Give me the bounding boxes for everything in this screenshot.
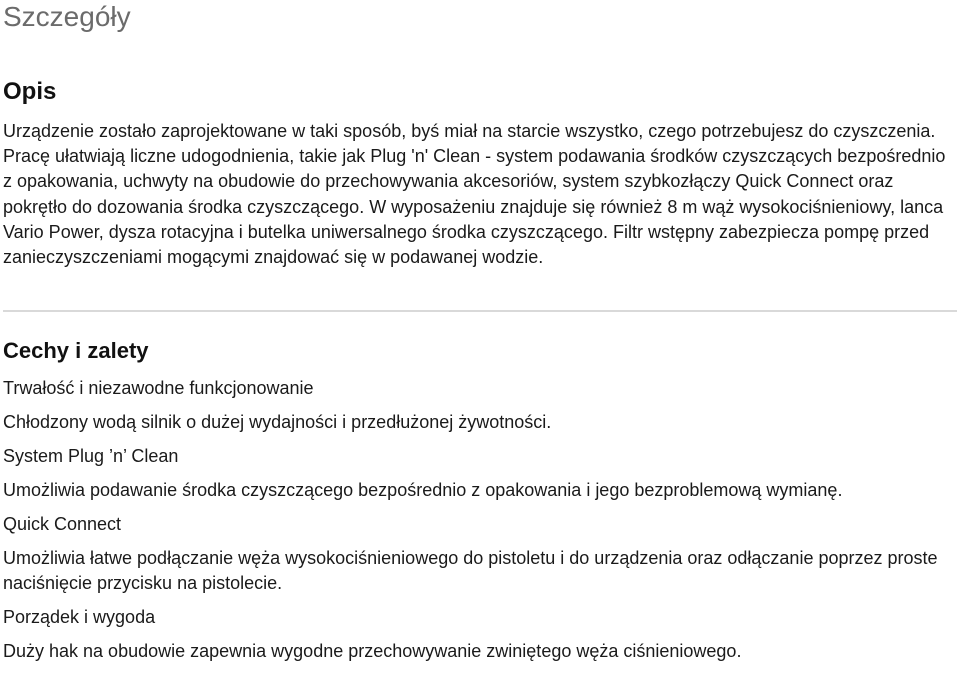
feature-description: Umożliwia podawanie środka czyszczącego bezpośrednio z opakowania i jego bezproblemową wymianę.	[3, 480, 843, 500]
section-divider	[3, 310, 957, 312]
feature-name: Trwałość i niezawodne funkcjonowanie	[3, 378, 314, 398]
feature-description: Chłodzony wodą silnik o dużej wydajności i przedłużonej żywotności.	[3, 412, 552, 432]
description-text: Urządzenie zostało zaprojektowane w taki sposób, byś miał na starcie wszystko, czego potrzebujesz do czyszczenia. Pracę ułatwiają liczne udogodnienia, takie jak Plug 'n' Clean - system podawania środków czyszczących bezpośrednio z opakowania, uchwyty na obudowie do przechowywania akcesoriów, system szybkozłączy Quick Connect oraz pokrętło do dozowania środka czyszczącego. W wyposażeniu znajduje się również 8 m wąż wysokociśnieniowy, lanca Vario Power, dysza rotacyjna i butelka uniwersalnego środka czyszczącego. Filtr wstępny zabezpiecza pompę przed zanieczyszczeniami mogącymi znajdować się w podawanej wodzie.	[3, 121, 946, 268]
feature-item	[3, 605, 955, 673]
features-heading: Cechy i zalety	[3, 338, 149, 363]
feature-item	[3, 376, 955, 444]
description-heading: Opis	[3, 78, 57, 105]
feature-name: Quick Connect	[3, 514, 122, 534]
features-list	[3, 376, 955, 673]
feature-description: Duży hak na obudowie zapewnia wygodne przechowywanie zwiniętego węża ciśnieniowego.	[3, 641, 742, 661]
feature-name: System Plug ’n’ Clean	[3, 446, 179, 466]
feature-item	[3, 512, 955, 605]
feature-description: Umożliwia łatwe podłączanie węża wysokociśnieniowego do pistoletu i do urządzenia oraz odłączanie poprzez proste naciśnięcie przycisku na pistolecie.	[3, 548, 938, 593]
feature-name: Porządek i wygoda	[3, 607, 156, 627]
feature-item	[3, 444, 955, 512]
page-title: Szczegóły	[3, 1, 131, 32]
